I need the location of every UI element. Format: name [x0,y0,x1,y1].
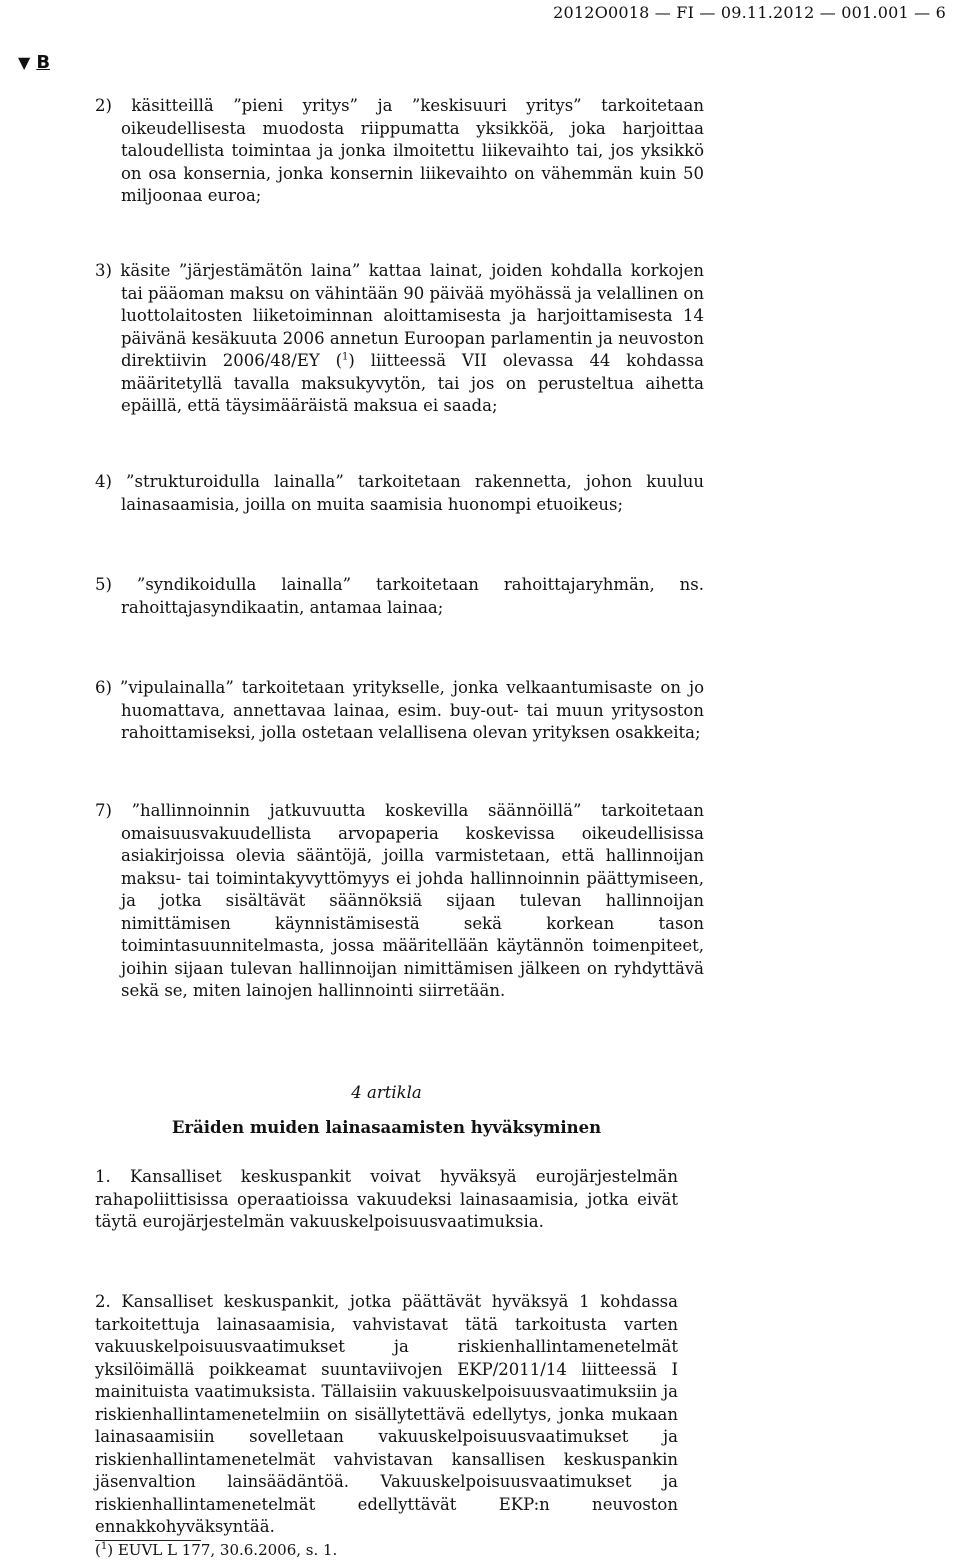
section-marker [18,52,50,75]
article-title: Eräiden muiden lainasaamisten hyväksyminen [171,1118,602,1137]
footnote-text: ) EUVL L 177, 30.6.2006, s. 1. [107,1541,338,1559]
footnote: ($^1$) EUVL L 177, 30.6.2006, s. 1. [95,1541,338,1559]
definition-item-3-text-after: ) liitteessä VII olevassa 44 kohdassa määritetyllä tavalla maksukyvytön, tai jos on perusteltua aihetta epäillä, että täysimääräistä maksua ei saada; [121,351,704,415]
article-paragraph-1: 1. Kansalliset keskuspankit voivat hyväksyä eurojärjestelmän rahapoliittisissa operaatioissa vakuudeksi lainasaamisia, jotka eivät täytä eurojärjestelmän vakuuskelpoisuusvaatimuksia. [95,1167,678,1231]
definition-item-4: 4) ”strukturoidulla lainalla” tarkoitetaan rakennetta, johon kuuluu lainasaamisia, joilla on muita saamisia huonompi etuoikeus; [95,472,704,514]
down-triangle-icon: ▼ [18,53,31,72]
definition-item-2: 2) käsitteillä ”pieni yritys” ja ”keskisuuri yritys” tarkoitetaan oikeudellisesta muodosta riippumatta yksikköä, joka harjoittaa taloudellista toimintaa ja jonka ilmoitettu liikevaihto tai, jos yksikkö on osa konsernia, jonka konsernin liikevaihto on vähemmän kuin 50 miljoonaa euroa; [95,96,704,205]
footnote-number: 1 [100,1541,108,1552]
article-paragraph-2: 2. Kansalliset keskuspankit, jotka päättävät hyväksyä 1 kohdassa tarkoitettuja lainasaamisia, vahvistavat tätä tarkoitusta varten vakuuskelpoisuusvaatimukset ja riskienhallintamenetelmät yksilöimällä poikkeamat suuntaviivojen EKP/2011/14 liitteessä I mainituista vaatimuksista. Tällaisiin vakuuskelpoisuusvaatimuksiin ja riskienhallintamenetelmiin on sisällytettävä edellytys, jonka mukaan lainasaamisiin sovelletaan vakuuskelpoisuusvaatimukset ja riskienhallintamenetelmät vahvistavan kansallisen keskuspankin jäsenvaltion lainsäädäntöä. Vakuuskelpoisuusvaatimukset ja riskienhallintamenetelmät edellyttävät EKP:n neuvoston ennakkohyväksyntää. [95,1292,678,1536]
article-number: 4 artikla [351,1083,422,1102]
definition-item-3-text-before: 3) käsite ”järjestämätön laina” kattaa lainat, joiden kohdalla korkojen tai pääoman maksu on vähintään 90 päivää myöhässä ja velallinen on luottolaitosten liiketoiminnan aloittamisesta ja harjoittamisesta 14 päivänä kesäkuuta 2006 annetun Euroopan parlamentin ja neuvoston direktiivin 2006/48/EY ( [95,261,704,370]
definition-item-5: 5) ”syndikoidulla lainalla” tarkoitetaan rahoittajaryhmän, ns. rahoittajasyndikaatin, antamaa lainaa; [95,575,704,617]
definition-item-3 [95,260,704,418]
definition-item-6: 6) ”vipulainalla” tarkoitetaan yritykselle, jonka velkaantumisaste on jo huomattava, annettavaa lainaa, esim. buy-out- tai muun yritysoston rahoittamiseksi, jolla ostetaan velallisena olevan yrityksen osakkeita; [95,678,704,742]
definition-item-7: 7) ”hallinnoinnin jatkuvuutta koskevilla säännöillä” tarkoitetaan omaisuusvakuudellista arvopaperia koskevissa oikeudellisissa asiakirjoissa olevia sääntöjä, joilla varmistetaan, että hallinnoijan maksu- tai toimintakyvyttömyys ei johda hallinnoinnin päättymiseen, ja jotka sisältävät säännöksiä sijaan tulevan hallinnoijan nimittämisen käynnistämisestä sekä korkean tason toimintasuunnitelmasta, jossa määritellään käytännön toimenpiteet, joihin sijaan tulevan hallinnoijan nimittämisen jälkeen on ryhdyttävä sekä se, miten lainojen hallinnointi siirretään. [95,801,704,1000]
page-header: 2012O0018 — FI — 09.11.2012 — 001.001 — 6 [553,3,946,22]
footnote-reference[interactable]: 1 [342,351,349,363]
section-marker-label: B [36,52,51,73]
